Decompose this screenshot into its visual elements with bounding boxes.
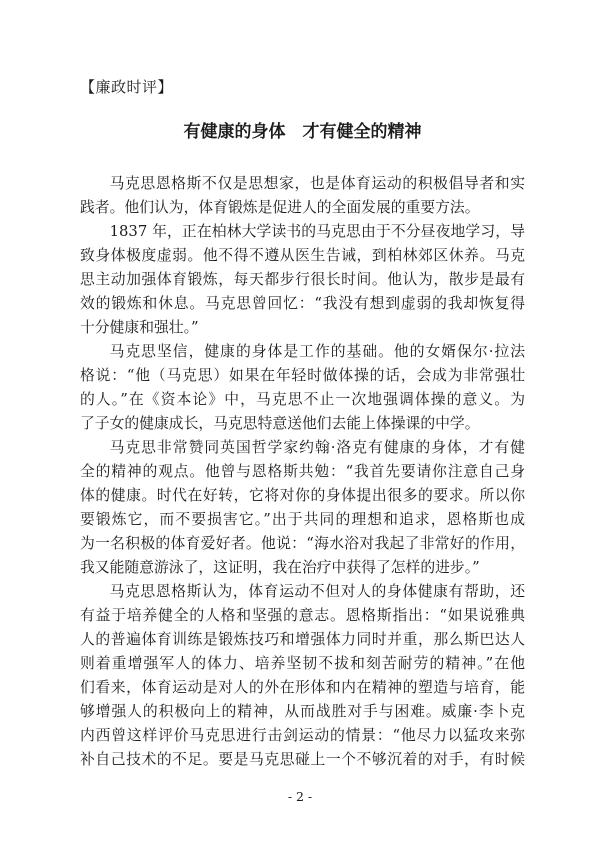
text-line: 全的精神的观点。他曾与恩格斯共勉：“我首先要请你注意自己身 [80,463,525,480]
text-line: 体的健康。时代在好转，它将对你的身体提出很多的要求。所以你 [80,487,525,504]
text-line: 补自己技术的不足。要是马克思碰上一个不够沉着的对手，有时候 [80,751,525,768]
paragraph [80,172,525,220]
text-line: 的人。”在《资本论》中，马克思不止一次地强调体操的意义。为 [80,391,525,408]
page-title: 有健康的身体 才有健全的精神 [183,122,422,142]
text-line: 马克思非常赞同英国哲学家约翰·洛克有健康的身体，才有健 [109,439,525,456]
text-line: 效的锻炼和休息。马克思曾回忆：“我没有想到虚弱的我却恢复得 [80,295,525,312]
text-line: 践者。他们认为，体育锻炼是促进人的全面发展的重要方法。 [80,199,480,216]
paragraph [80,340,525,436]
text-line: 十分健康和强壮。” [80,319,199,336]
text-line: 有益于培养健全的人格和坚强的意志。恩格斯指出：“如果说雅典 [80,607,525,624]
text-line: 人的普遍体育训练是锻炼技巧和增强体力同时并重，那么斯巴达人 [80,631,525,648]
text-line: 思主动加强体育锻炼，每天都步行很长时间。他认为，散步是最有 [80,271,525,288]
page-number: - 2 - [287,789,313,804]
text-line: 马克思恩格斯不仅是思想家，也是体育运动的积极倡导者和实 [109,175,525,192]
document-body [80,172,525,772]
text-line: 格说：“他（马克思）如果在年轻时做体操的话，会成为非常强壮 [80,367,525,384]
text-line: 为一名积极的体育爱好者。他说：“海水浴对我起了非常好的作用， [80,535,525,552]
text-line: 我又能随意游泳了，这证明，我在治疗中获得了怎样的进步。” [80,559,480,576]
text-line: 了子女的健康成长，马克思特意送他们去能上体操课的中学。 [80,415,480,432]
text-line: 马克思恩格斯认为，体育运动不但对人的身体健康有帮助，还 [109,583,525,600]
paragraph [80,580,525,772]
paragraph [80,436,525,580]
paragraph [80,220,525,340]
text-line: 内西曾这样评价马克思进行击剑运动的情景：“他尽力以猛攻来弥 [80,727,525,744]
text-line: 马克思坚信，健康的身体是工作的基础。他的女婿保尔·拉法 [109,343,525,360]
text-line: 1837 年，正在柏林大学读书的马克思由于不分昼夜地学习，导 [109,223,525,240]
text-line: 够增强人的积极向上的精神，从而战胜对手与困难。威廉·李卜克 [80,703,525,720]
text-line: 要锻炼它，而不要损害它。”出于共同的理想和追求，恩格斯也成 [80,511,525,528]
section-header: 【廉政时评】 [80,78,174,96]
text-line: 则着重增强军人的体力、培养坚韧不拔和刻苦耐劳的精神。”在他 [80,655,525,672]
text-line: 们看来，体育运动是对人的外在形体和内在精神的塑造与培育，能 [80,679,525,696]
text-line: 致身体极度虚弱。他不得不遵从医生告诫，到柏林郊区休养。马克 [80,247,525,264]
